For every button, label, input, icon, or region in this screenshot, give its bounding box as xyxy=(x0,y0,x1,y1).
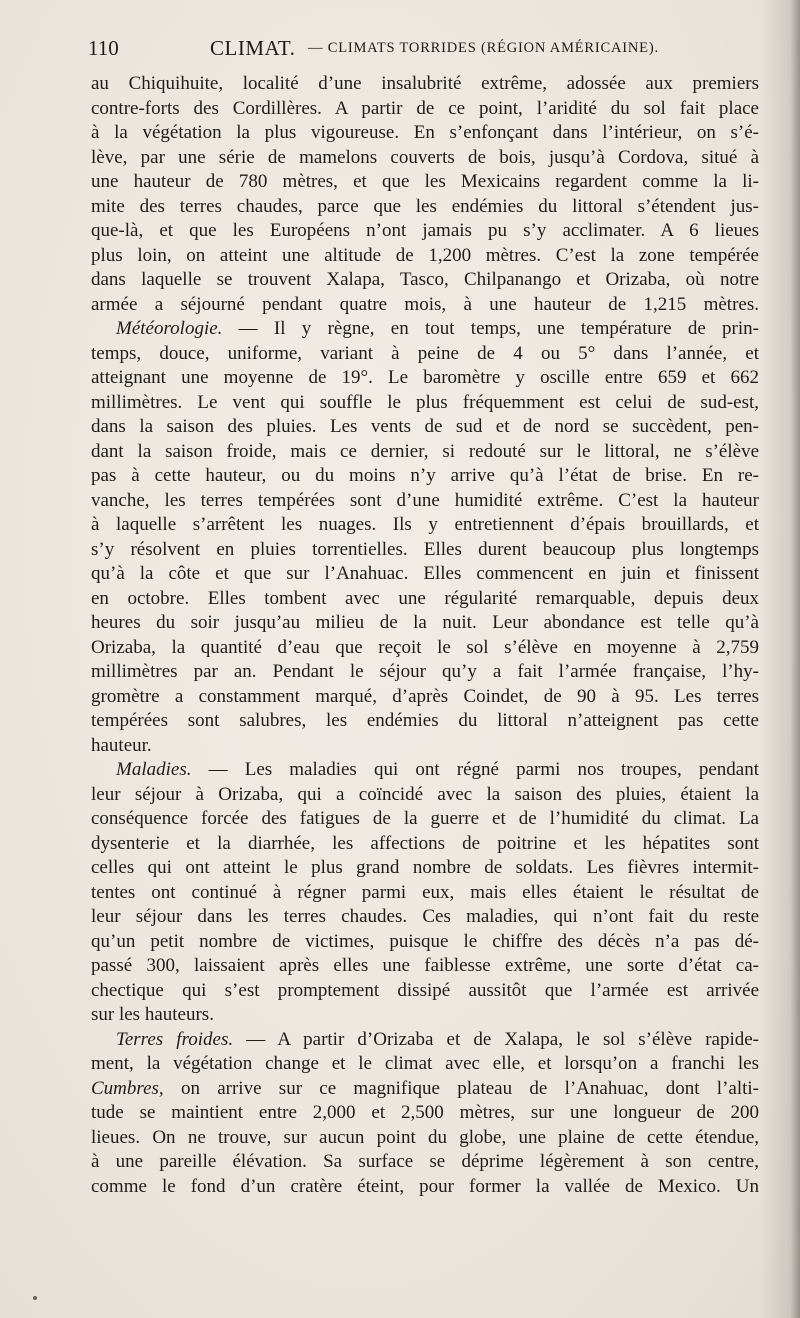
italic-lead: Cumbres, xyxy=(91,1077,164,1099)
body-text xyxy=(91,72,759,1199)
text-line xyxy=(91,1150,759,1175)
text-line xyxy=(91,1028,759,1053)
text-line xyxy=(91,489,759,514)
text-line xyxy=(91,587,759,612)
text-line xyxy=(91,979,759,1004)
text-line xyxy=(91,1175,759,1200)
text-line xyxy=(91,1077,759,1102)
line-text: ment, la végétation change et le climat avec elle, et lorsqu’on a franchi les xyxy=(91,1053,759,1074)
text-line xyxy=(91,930,759,955)
line-text: lieues. On ne trouve, sur aucun point du globe, une plaine de cette étendue, xyxy=(91,1126,759,1148)
line-text: lève, par une série de mamelons couverts de bois, jusqu’à Cordova, situé à xyxy=(91,146,759,168)
line-text: leur séjour à Orizaba, qui a coïncidé avec la saison des pluies, étaient la xyxy=(91,783,759,805)
line-text: millimètres par an. Pendant le séjour qu’y a fait l’armée française, l’hy- xyxy=(91,661,759,682)
line-text: s’y résolvent en pluies torrentielles. Elles durent beaucoup plus longtemps xyxy=(91,538,759,560)
italic-lead: Terres froides. xyxy=(116,1028,234,1050)
text-line xyxy=(91,611,759,636)
line-text: millimètres. Le vent qui souffle le plus fréquemment est celui de sud-est, xyxy=(91,391,759,413)
text-line xyxy=(91,72,759,97)
text-line xyxy=(91,195,759,220)
text-line xyxy=(91,513,759,538)
text-line xyxy=(91,807,759,832)
line-text: en octobre. Elles tombent avec une régularité remarquable, depuis deux xyxy=(91,587,759,609)
line-text: à une pareille élévation. Sa surface se déprime légèrement à son centre, xyxy=(91,1151,759,1172)
line-text: dans laquelle se trouvent Xalapa, Tasco, Chilpanango et Orizaba, où notre xyxy=(91,269,759,290)
text-line xyxy=(91,636,759,661)
text-line xyxy=(91,121,759,146)
line-text: tude se maintient entre 2,000 et 2,500 mètres, sur une longueur de 200 xyxy=(91,1102,759,1123)
line-text: celles qui ont atteint le plus grand nombre de soldats. Les fièvres intermit- xyxy=(91,857,759,878)
text-line xyxy=(91,366,759,391)
text-line xyxy=(91,317,759,342)
text-line xyxy=(91,170,759,195)
text-line xyxy=(91,440,759,465)
text-line xyxy=(91,856,759,881)
line-text: — Il y règne, en tout temps, une température de prin- xyxy=(222,318,759,339)
text-line xyxy=(91,538,759,563)
text-line xyxy=(91,342,759,367)
text-line xyxy=(91,685,759,710)
line-text: atteignant une moyenne de 19°. Le baromètre y oscille entre 659 et 662 xyxy=(91,367,759,388)
text-line xyxy=(91,1052,759,1077)
line-text: on arrive sur ce magnifique plateau de l’Anahuac, dont l’alti- xyxy=(163,1077,759,1099)
line-text: — Les maladies qui ont régné parmi nos troupes, pendant xyxy=(191,759,759,780)
line-text: vanche, les terres tempérées sont d’une humidité extrême. C’est la hauteur xyxy=(91,489,759,511)
line-text: comme le fond d’un cratère éteint, pour former la vallée de Mexico. Un xyxy=(91,1175,759,1197)
text-line xyxy=(91,1003,759,1028)
text-line xyxy=(91,709,759,734)
text-line xyxy=(91,881,759,906)
line-text: que-là, et que les Européens n’ont jamais pu s’y acclimater. A 6 lieues xyxy=(91,220,759,241)
line-text: leur séjour dans les terres chaudes. Ces maladies, qui n’ont fait du reste xyxy=(91,906,759,927)
header-subtitle: — CLIMATS TORRIDES (RÉGION AMÉRICAINE). xyxy=(308,40,659,56)
line-text: à la végétation la plus vigoureuse. En s’enfonçant dans l’intérieur, on s’é- xyxy=(91,122,759,143)
line-text: pas à cette hauteur, ou du moins n’y arrive qu’à l’état de brise. En re- xyxy=(91,465,759,486)
text-line xyxy=(91,758,759,783)
line-text: hauteur. xyxy=(91,734,152,756)
line-text: qu’un petit nombre de victimes, puisque le chiffre des décès n’a pas dé- xyxy=(91,930,759,952)
line-text: Orizaba, la quantité d’eau que reçoit le sol s’élève en moyenne à 2,759 xyxy=(91,636,759,658)
header-title: CLIMAT. xyxy=(210,36,296,60)
text-line xyxy=(91,783,759,808)
line-text: dysenterie et la diarrhée, les affections de poitrine et les hépatites sont xyxy=(91,832,759,854)
text-line xyxy=(91,832,759,857)
line-text: tentes ont continué à régner parmi eux, mais elles étaient le résultat de xyxy=(91,881,759,903)
page-number: 110 xyxy=(88,36,119,60)
line-text: heures du soir jusqu’au milieu de la nuit. Leur abondance est telle qu’à xyxy=(91,612,759,633)
line-text: passé 300, laissaient après elles une faiblesse extrême, une sorte d’état ca- xyxy=(91,955,759,976)
line-text: dans la saison des pluies. Les vents de sud et de nord se succèdent, pen- xyxy=(91,416,759,437)
line-text: tempérées sont salubres, les endémies du littoral n’atteignent pas cette xyxy=(91,710,759,731)
line-text: gromètre a constamment marqué, d’après Coindet, de 90 à 95. Les terres xyxy=(91,685,759,707)
text-line xyxy=(91,293,759,318)
line-text: chectique qui s’est promptement dissipé aussitôt que l’armée est arrivée xyxy=(91,979,759,1001)
line-text: à laquelle s’arrêtent les nuages. Ils y entretiennent d’épais brouillards, et xyxy=(91,514,759,535)
line-text: temps, douce, uniforme, variant à peine de 4 ou 5° dans l’année, et xyxy=(91,342,759,364)
text-line xyxy=(91,734,759,759)
text-line xyxy=(91,954,759,979)
text-line xyxy=(91,660,759,685)
text-line xyxy=(91,268,759,293)
line-text: mite des terres chaudes, parce que les endémies du littoral s’étendent jus- xyxy=(91,195,759,217)
text-line xyxy=(91,1126,759,1151)
line-text: armée a séjourné pendant quatre mois, à une hauteur de 1,215 mètres. xyxy=(91,293,759,315)
text-line xyxy=(91,464,759,489)
line-text: au Chiquihuite, localité d’une insalubrité extrême, adossée aux premiers xyxy=(91,73,759,94)
text-line xyxy=(91,244,759,269)
italic-lead: Météorologie. xyxy=(116,318,223,339)
text-line xyxy=(91,97,759,122)
line-text: contre-forts des Cordillères. A partir de ce point, l’aridité du sol fait place xyxy=(91,97,759,119)
line-text: dant la saison froide, mais ce dernier, si redouté sur le littoral, ne s’élève xyxy=(91,440,759,462)
text-line xyxy=(91,905,759,930)
line-text: plus loin, on atteint une altitude de 1,200 mètres. C’est la zone tempérée xyxy=(91,244,759,266)
italic-lead: Maladies. xyxy=(116,759,192,780)
line-text: conséquence forcée des fatigues de la guerre et de l’humidité du climat. La xyxy=(91,808,759,829)
text-line xyxy=(91,146,759,171)
text-line xyxy=(91,562,759,587)
line-text: une hauteur de 780 mètres, et que les Mexicains regardent comme la li- xyxy=(91,171,759,192)
line-text: qu’à la côte et que sur l’Anahuac. Elles commencent en juin et finissent xyxy=(91,563,759,584)
text-line xyxy=(91,219,759,244)
running-header xyxy=(88,36,768,70)
ink-speck xyxy=(33,1296,37,1300)
text-line xyxy=(91,415,759,440)
text-line xyxy=(91,391,759,416)
line-text: — A partir d’Orizaba et de Xalapa, le sol s’élève rapide- xyxy=(233,1028,759,1050)
line-text: sur les hauteurs. xyxy=(91,1004,214,1025)
text-line xyxy=(91,1101,759,1126)
